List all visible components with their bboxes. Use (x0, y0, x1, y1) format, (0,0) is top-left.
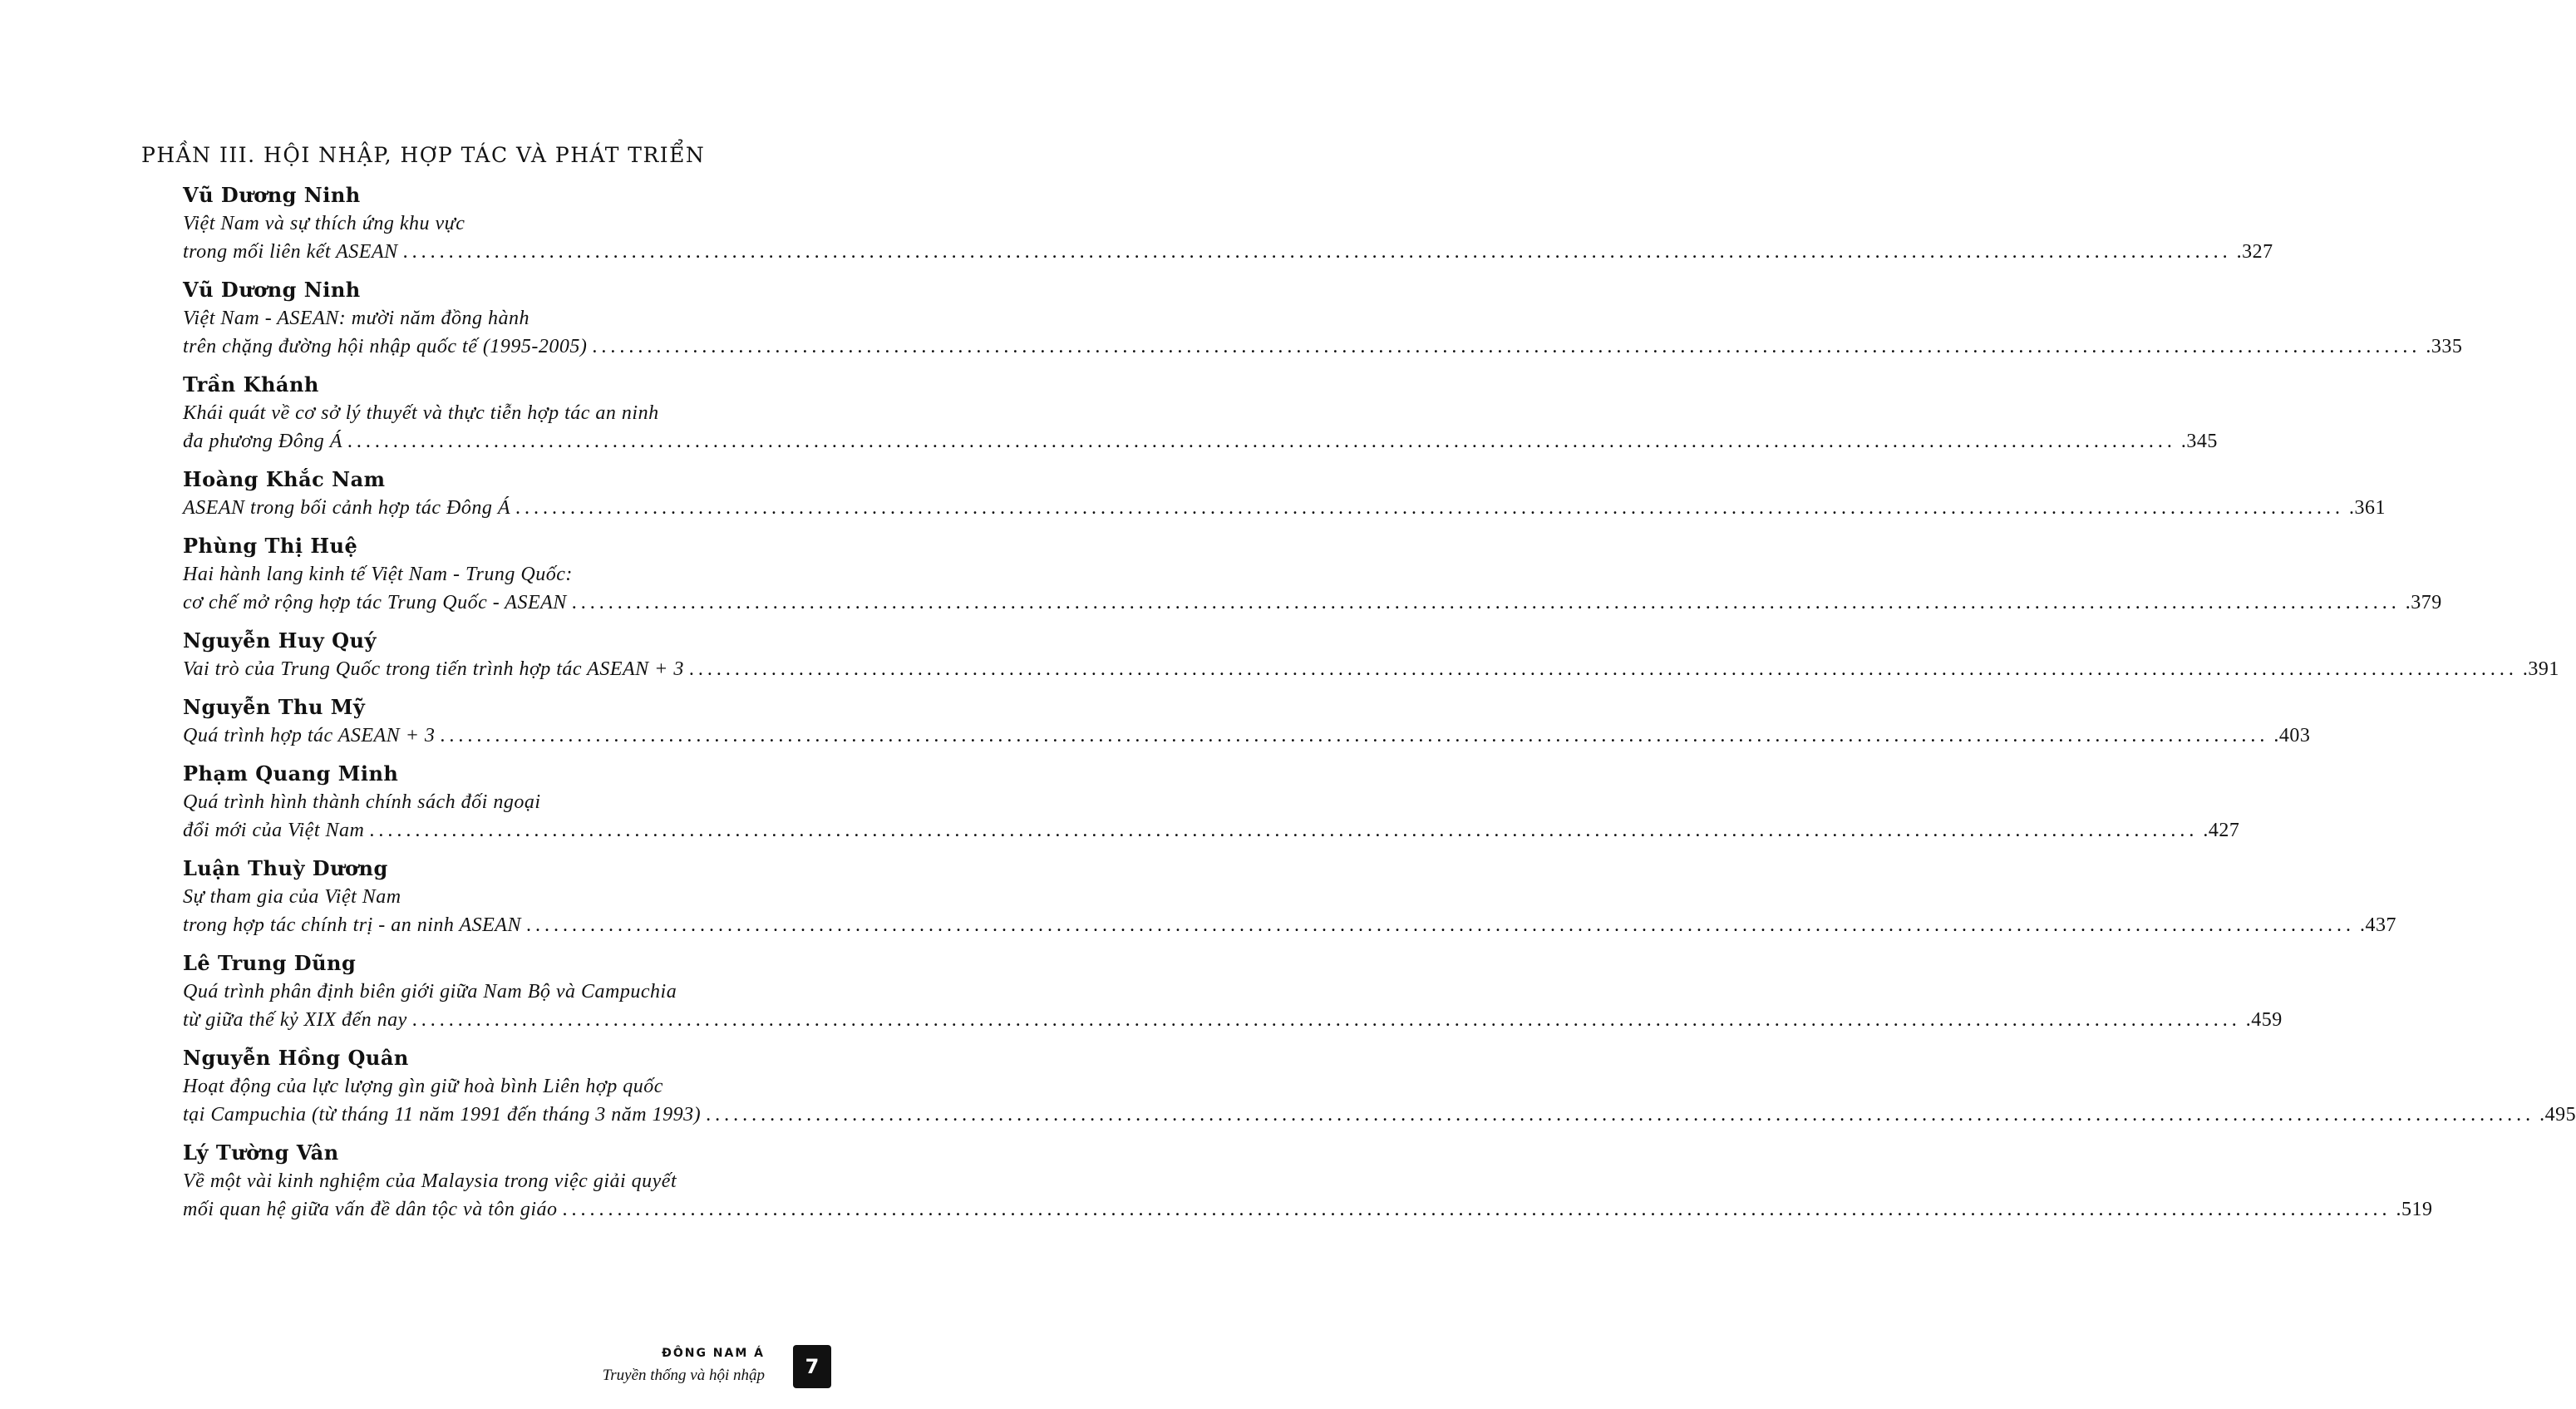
toc-page-number: .335 (2426, 336, 2463, 357)
toc-author: Nguyễn Hồng Quân (183, 1046, 409, 1070)
toc-title-text: trong hợp tác chính trị - an ninh ASEAN (183, 914, 521, 936)
toc-title-text: từ giữa thế kỷ XIX đến nay (183, 1009, 407, 1031)
toc-page-number: .391 (2522, 658, 2559, 680)
toc-page-number: .495 (2539, 1104, 2576, 1126)
page-number-badge: 7 (793, 1345, 831, 1388)
book-tagline: Truyền thống và hội nhập (602, 1367, 765, 1384)
toc-title-text: tại Campuchia (từ tháng 11 năm 1991 đến tháng 3 năm 1993) (183, 1104, 702, 1126)
toc-entry (183, 371, 2218, 456)
toc-title-line (183, 333, 2463, 361)
toc-page-number: .403 (2273, 725, 2311, 746)
toc-title-line (183, 655, 2559, 683)
toc-page-number: .345 (2180, 431, 2218, 452)
toc-page-number: .437 (2359, 914, 2396, 936)
dot-leader: ........................................................................................................................................................................................................ (347, 431, 2176, 452)
toc-title-line (183, 816, 2240, 845)
toc-page-number: .327 (2236, 241, 2273, 263)
toc-title-line (183, 427, 2218, 456)
toc-author: Nguyễn Huy Quý (183, 628, 377, 653)
toc-author: Trần Khánh (183, 372, 319, 397)
dot-leader: ........................................................................................................................................................................................................ (592, 336, 2421, 357)
toc-title-line: Sự tham gia của Việt Nam (183, 886, 401, 908)
toc-entry (183, 276, 2463, 361)
page-footer (565, 1345, 831, 1395)
toc-title-line (183, 911, 2396, 939)
toc-title-line: Về một vài kinh nghiệm của Malaysia trong việc giải quyết (183, 1170, 677, 1192)
toc-title-text: cơ chế mở rộng hợp tác Trung Quốc - ASEAN (183, 592, 567, 613)
toc-author: Phùng Thị Huệ (183, 534, 358, 558)
toc-title-text: đổi mới của Việt Nam (183, 820, 365, 841)
dot-leader: ........................................................................................................................................................................................................ (411, 1009, 2241, 1031)
toc-page-number: .379 (2405, 592, 2442, 613)
toc-title-text: Quá trình hợp tác ASEAN + 3 (183, 725, 436, 746)
dot-leader: ........................................................................................................................................................................................................ (402, 241, 2232, 263)
toc-author: Lê Trung Dũng (183, 951, 357, 975)
toc-author: Hoàng Khắc Nam (183, 467, 386, 491)
toc-title-line: Hai hành lang kinh tế Việt Nam - Trung Quốc: (183, 564, 573, 585)
dot-leader: ........................................................................................................................................................................................................ (688, 658, 2518, 680)
toc-title-text: trên chặng đường hội nhập quốc tế (1995-2005) (183, 336, 588, 357)
dot-leader: ........................................................................................................................................................................................................ (706, 1104, 2535, 1126)
toc-page-number: .361 (2349, 497, 2386, 519)
book-brand: ĐÔNG NAM Á (662, 1347, 765, 1360)
toc-author: Phạm Quang Minh (183, 761, 399, 786)
toc-title-text: ASEAN trong bối cảnh hợp tác Đông Á (183, 497, 511, 519)
dot-leader: ........................................................................................................................................................................................................ (562, 1199, 2391, 1220)
table-of-contents (183, 181, 2576, 1234)
toc-page-number: .427 (2203, 820, 2240, 841)
toc-title-text: mối quan hệ giữa vấn đề dân tộc và tôn giáo (183, 1199, 558, 1220)
section-title: PHẦN III. HỘI NHẬP, HỢP TÁC VÀ PHÁT TRIỂN (141, 143, 706, 167)
toc-title-line (183, 1101, 2576, 1129)
toc-entry (183, 855, 2396, 939)
dot-leader: ........................................................................................................................................................................................................ (571, 592, 2401, 613)
toc-entry (183, 949, 2283, 1034)
toc-entry (183, 1044, 2576, 1129)
toc-title-line: Quá trình phân định biên giới giữa Nam Bộ và Campuchia (183, 981, 677, 1003)
dot-leader: ........................................................................................................................................................................................................ (515, 497, 2345, 519)
toc-title-line: Việt Nam - ASEAN: mười năm đồng hành (183, 308, 529, 329)
toc-author: Vũ Dương Ninh (183, 278, 361, 302)
toc-author: Lý Tường Vân (183, 1141, 339, 1165)
toc-page-number: .519 (2396, 1199, 2433, 1220)
dot-leader: ........................................................................................................................................................................................................ (440, 725, 2269, 746)
toc-entry (183, 181, 2273, 266)
toc-title-line (183, 1006, 2283, 1034)
toc-page-number: .459 (2245, 1009, 2283, 1031)
toc-author: Vũ Dương Ninh (183, 183, 361, 207)
toc-entry (183, 627, 2559, 683)
toc-title-line (183, 722, 2311, 750)
toc-author: Nguyễn Thu Mỹ (183, 695, 366, 719)
toc-author: Luận Thuỳ Dương (183, 856, 388, 880)
toc-title-line: Khái quát về cơ sở lý thuyết và thực tiễn hợp tác an ninh (183, 402, 659, 424)
toc-title-line: Việt Nam và sự thích ứng khu vực (183, 213, 465, 234)
toc-entry (183, 466, 2386, 522)
toc-title-line (183, 238, 2273, 266)
toc-entry (183, 1139, 2433, 1224)
toc-title-line (183, 589, 2442, 617)
toc-title-text: trong mối liên kết ASEAN (183, 241, 398, 263)
toc-entry (183, 760, 2240, 845)
dot-leader: ........................................................................................................................................................................................................ (525, 914, 2355, 936)
toc-title-line (183, 494, 2386, 522)
toc-title-line: Quá trình hình thành chính sách đối ngoại (183, 791, 541, 813)
toc-entry (183, 693, 2311, 750)
toc-title-text: Vai trò của Trung Quốc trong tiến trình hợp tác ASEAN + 3 (183, 658, 684, 680)
toc-entry (183, 532, 2442, 617)
toc-title-line: Hoạt động của lực lượng gìn giữ hoà bình Liên hợp quốc (183, 1076, 663, 1097)
dot-leader: ........................................................................................................................................................................................................ (369, 820, 2199, 841)
toc-title-text: đa phương Đông Á (183, 431, 342, 452)
toc-title-line (183, 1195, 2433, 1224)
